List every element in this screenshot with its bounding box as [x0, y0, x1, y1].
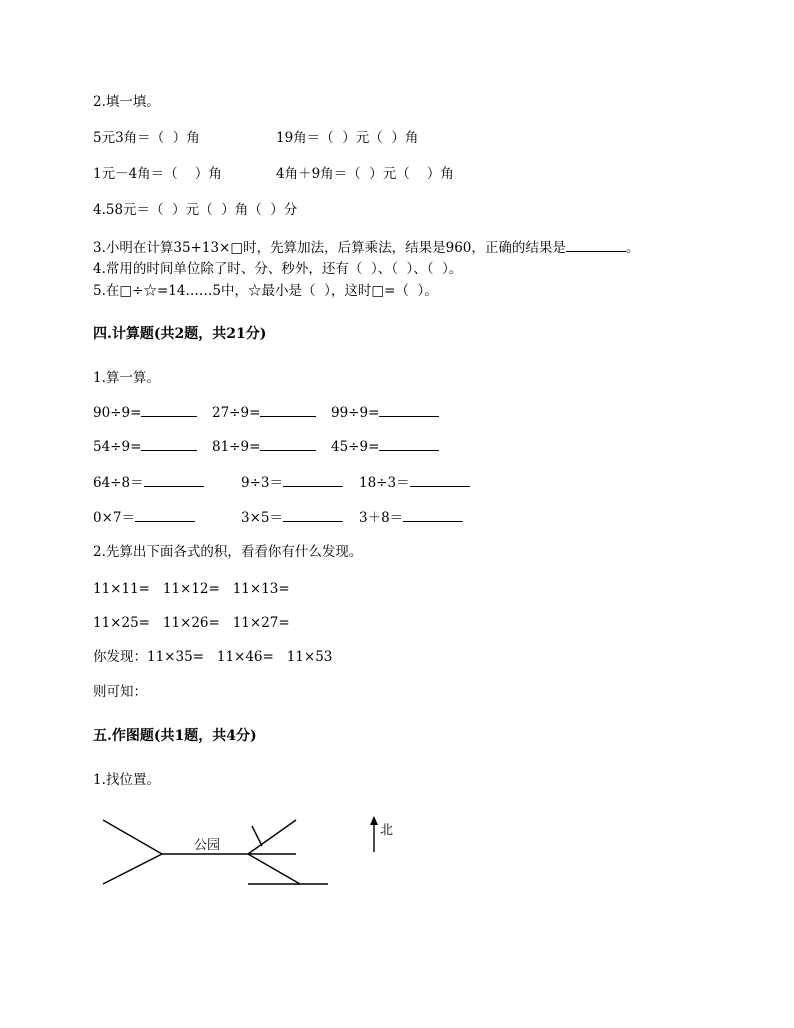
s4-q2-title: 2.先算出下面各式的积，看看你有什么发现。	[93, 544, 363, 560]
q3-end: 。	[625, 240, 640, 256]
q2-row1-a: 5元3角＝（ ）角	[93, 130, 200, 146]
north-arrow-icon	[370, 816, 378, 825]
road-line	[248, 854, 300, 884]
park-label: 公园	[194, 838, 221, 853]
section4-title: 四.计算题(共2题，共21分)	[93, 326, 267, 342]
calc-expr: 3＋8＝	[359, 510, 404, 526]
calc-expr: 9÷3＝	[241, 475, 283, 491]
calc-expr: 27÷9=	[212, 405, 261, 421]
discover-row: 你发现：11×35= 11×46= 11×53	[93, 649, 333, 665]
product-row-1: 11×11= 11×12= 11×13=	[93, 581, 290, 597]
calc-expr: 3×5＝	[241, 510, 283, 526]
calc-expr: 0×7＝	[93, 510, 135, 526]
road-line	[248, 820, 296, 854]
calc-expr: 54÷9=	[93, 439, 142, 455]
calc-expr: 81÷9=	[212, 439, 261, 455]
calc-expr: 45÷9=	[331, 439, 380, 455]
conclude-row: 则可知：	[93, 684, 147, 700]
s5-q1-title: 1.找位置。	[93, 772, 160, 788]
q2-row3: 4.58元＝（ ）元（ ）角（ ）分	[93, 202, 298, 218]
q5-line: 5.在□÷☆=14……5中，☆最小是（ ），这时□=（ ）。	[93, 283, 438, 299]
product-row-2: 11×25= 11×26= 11×27=	[93, 615, 290, 631]
section5-title: 五.作图题(共1题，共4分)	[93, 728, 257, 744]
q4-line: 4.常用的时间单位除了时、分、秒外，还有（ ）、（ ）、（ ）。	[93, 261, 463, 277]
road-line	[103, 820, 162, 854]
q3-text: 3.小明在计算35+13×□时，先算加法，后算乘法，结果是960，正确的结果是	[93, 240, 566, 256]
road-line	[252, 826, 262, 846]
calc-expr: 90÷9=	[93, 405, 142, 421]
q2-row2-a: 1元－4角＝（ ）角	[93, 166, 222, 182]
calc-expr: 64÷8＝	[93, 475, 144, 491]
q2-title: 2.填一填。	[93, 94, 160, 110]
road-line	[103, 854, 162, 884]
north-label: 北	[380, 823, 394, 838]
q2-row2-b: 4角＋9角＝（ ）元（ ）角	[276, 166, 454, 182]
s4-q1-title: 1.算一算。	[93, 370, 160, 386]
calc-expr: 18÷3＝	[359, 475, 410, 491]
q2-row1-b: 19角＝（ ）元（ ）角	[276, 130, 419, 146]
calc-expr: 99÷9=	[331, 405, 380, 421]
